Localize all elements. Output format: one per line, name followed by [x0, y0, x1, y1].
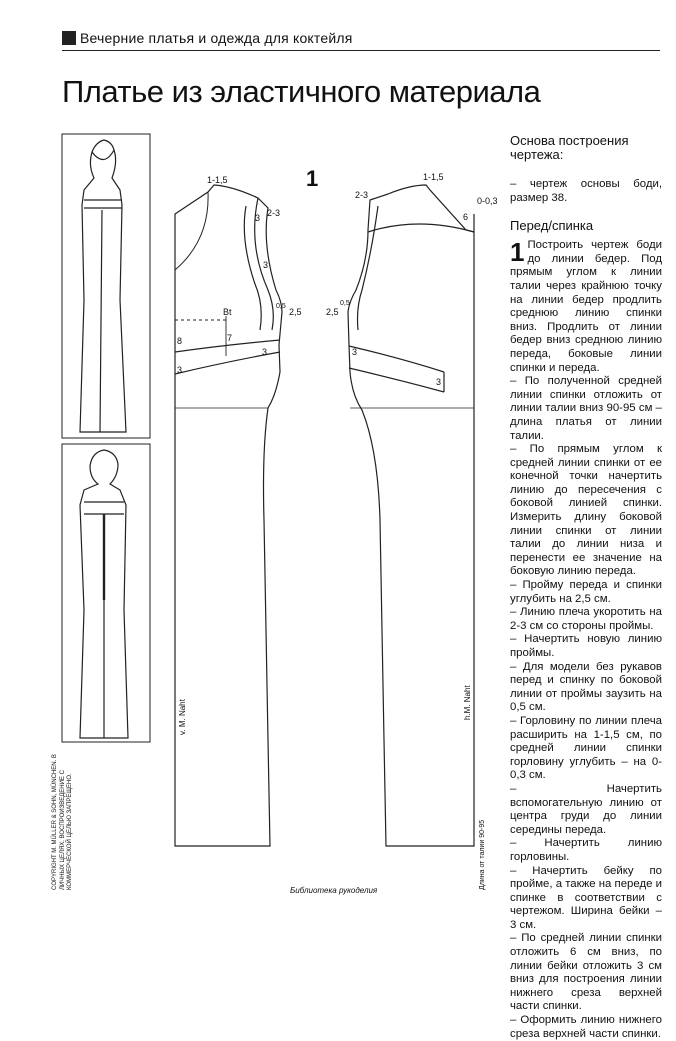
footer-watermark: Библиотека рукоделия [290, 886, 378, 895]
figure-number: 1 [306, 166, 319, 191]
step-number: 1 [510, 237, 525, 268]
label-back-7: 7 [227, 333, 233, 343]
paragraph-3: – По прямым углом к средней линии спинки от ее конечной точки начертить линию до пересечения с боковой линией спинки. Измерить длину боковой линии спинки от линии талии до линии низа и перенести ее значение на боковую линию переда. [510, 443, 662, 578]
paragraph-6: – Начертить новую линию проймы. [510, 633, 662, 659]
basis-item: – чертеж основы боди, размер 38. [510, 178, 662, 204]
label-front-6: 6 [463, 212, 469, 222]
basis-heading: Основа построения чертежа: [510, 133, 629, 162]
label-front-3b: 3 [436, 377, 442, 387]
label-back-armhole-b: 2,5 [289, 307, 302, 317]
label-back-bt: Bt [223, 307, 232, 317]
paragraph-12: – По средней линии спинки отложить 6 см вниз, по линии бейки отложить 3 см вниз для построения линии нижнего среза верхней части спинки. [510, 932, 662, 1013]
label-back-seam: v. M. Naht [178, 699, 187, 735]
label-front-3a: 3 [352, 347, 358, 357]
label-back-binding: 3 [263, 260, 269, 270]
label-front-armhole-a: 0,5 [340, 300, 350, 307]
paragraph-4: – Пройму переда и спинки углубить на 2,5 см. [510, 579, 662, 605]
paragraph-9: – Начертить вспомогательную линию от центра груди до линии середины переда. [510, 782, 662, 836]
label-front-shoulder: 1-1,5 [423, 172, 444, 182]
section-heading: Перед/спинка [510, 218, 594, 234]
label-front-armhole-b: 2,5 [326, 307, 339, 317]
label-front-seam: h.M. Naht [463, 685, 472, 720]
section-title: Вечерние платья и одежда для коктейля [80, 30, 353, 46]
label-back-8: 8 [177, 336, 183, 346]
label-front-neck: 0-0,3 [477, 196, 498, 206]
copyright-note: COPYRIGHT M. MÜLLER & SOHN, MÜNCHEN. В ЛИЧНЫХ ЦЕЛЯХ. ВОСПРОИЗВЕДЕНИЕ С КОММЕРЧЕСКОЙ ЦЕЛЬЮ ЗАПРЕЩЕНО. [52, 754, 73, 890]
label-front-shoulder-cut: 2-3 [355, 190, 369, 200]
paragraph-11: – Начертить бейку по пройме, а также на переде и спинке в соответствии с чертежом. Ширина бейки – 3 см. [510, 864, 662, 931]
paragraph-7: – Для модели без рукавов перед и спинку по боковой линии от проймы заузить на 0,5 см. [510, 660, 662, 714]
label-length-note: Длина от талии 90-95 [479, 819, 486, 890]
paragraph-2: – По полученной средней линии спинки отложить от линии талии вниз 90-95 см – длина платья от линии талии. [510, 375, 662, 442]
dress-back-sketch [62, 444, 150, 742]
paragraph-13: – Оформить линию нижнего среза верхней части спинки. [510, 1014, 662, 1040]
label-back-armhole-a: 0,5 [276, 303, 286, 310]
page-title: Платье из эластичного материала [62, 74, 541, 109]
label-back-shoulder: 1-1,5 [207, 175, 228, 185]
front-pattern-piece [348, 185, 474, 846]
paragraph-8: – Горловину по линии плеча расширить на 1-1,5 см, по средней линии спинки горловину углубить – на 0-0,3 см. [510, 714, 662, 782]
back-pattern-piece [175, 185, 282, 846]
paragraph-10: – Начертить линию горловины. [510, 837, 662, 863]
label-back-shoulder-cut: 2-3 [267, 208, 281, 218]
dress-front-sketch [62, 134, 150, 438]
paragraph-5: – Линию плеча укоротить на 2-3 см со стороны проймы. [510, 606, 662, 632]
label-back-3a: 3 [177, 365, 183, 375]
paragraph-1: Построить чертеж боди до линии бедер. Под прямым углом к линии талии через крайнюю точку на линии бедер продлить среднюю линию спинки вниз. Продлить от линии бедер вниз среднюю линию переда, боковые линии спинки и переда. [510, 239, 662, 374]
label-back-3b: 3 [262, 347, 268, 357]
label-back-neck: 3 [255, 213, 261, 223]
instructions-column [510, 134, 662, 1041]
